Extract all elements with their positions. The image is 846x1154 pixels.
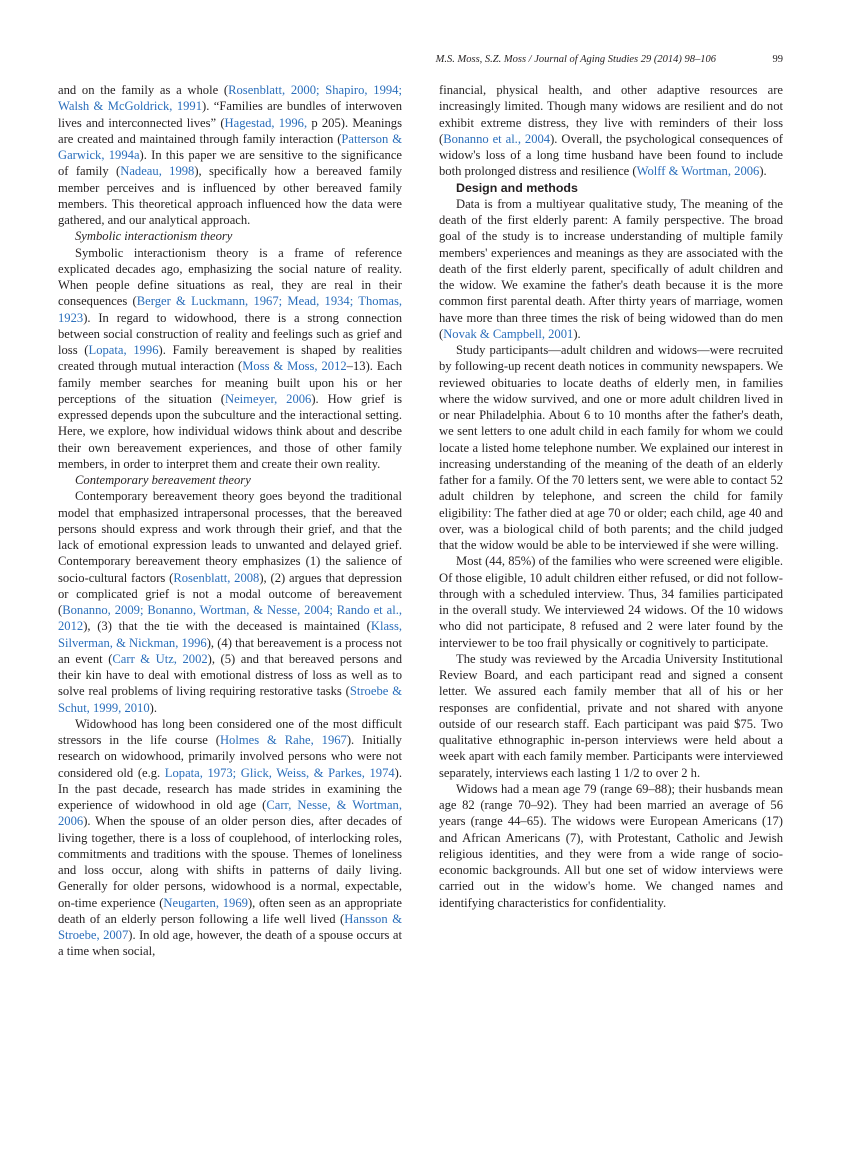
citation-link[interactable]: Patterson & Garwick, 1994a <box>58 131 402 162</box>
subheading-contemporary-bereavement: Contemporary bereavement theory <box>75 473 251 487</box>
citation-link[interactable]: Bonanno, 2009; Bonanno, Wortman, & Nesse, 2004; Rando et al., 2012 <box>58 603 402 634</box>
citation-link[interactable]: Bonanno et al., 2004 <box>443 131 551 146</box>
citation-link[interactable]: Lopata, 1996 <box>88 343 159 357</box>
journal-reference: M.S. Moss, S.Z. Moss / Journal of Aging Studies 29 (2014) 98–106 <box>435 54 716 65</box>
paragraph-ethics-review: The study was reviewed by the Arcadia University Institutional Review Board, and each participant read and signed a consent letter. We assured each family member that all of his or her responses are confidential, private and not shared with anyone outside of our research staff. Each participant was paid $75. Two qualitative ethnographic in-person interviews were held about a week apart with each family member. Participants were interviewed separately, interviews each lasting 1 1/2 to over 2 h. <box>439 651 783 780</box>
running-header <box>0 54 846 70</box>
citation-link[interactable]: Rosenblatt, 2000; Shapiro, 1994; Walsh & McGoldrick, 1991 <box>58 83 402 114</box>
citation-link[interactable]: Carr, Nesse, & Wortman, 2006 <box>58 798 402 829</box>
citation-link[interactable]: Neugarten, 1969 <box>163 895 248 910</box>
page-number: 99 <box>772 54 783 65</box>
citation-link[interactable]: Holmes & Rahe, 1967 <box>219 733 347 747</box>
citation-link[interactable]: Lopata, 1973; Glick, Weiss, & Parkes, 1974 <box>164 765 395 780</box>
paragraph-demographics: Widows had a mean age 79 (range 69–88); their husbands mean age 82 (range 70–92). They had been married an average of 56 years (range 44–65). The widows were European Americans (17) and African Americans (7), with Protestant, Catholic and Jewish religious identities, and they were from a wide range of socio-economic backgrounds. All but one set of widow interviews were carried out in the widow's home. We changed names and identifying characteristics for confidentiality. <box>439 781 783 910</box>
citation-link[interactable]: Novak & Campbell, 2001 <box>443 326 574 341</box>
right-column <box>439 82 783 911</box>
citation-link[interactable]: Nadeau, 1998 <box>120 164 195 179</box>
paragraph-study-participants: Study participants—adult children and widows—were recruited by following-up recent death notices in community newspapers. We reviewed obituaries to locate deaths of elderly men, in families where the widow survived, and one or more adult children lived in or near Philadelphia. About 6 to 10 months after the father's death, we sent letters to one adult child in each family for whom we could locate a listed home telephone number. We explained our interest in increasing understanding of the meaning of the death of an elderly father for a family. Of the 70 letters sent, we were able to contact 52 adult children by telephone, and screen the child for family eligibility: The father died at age 70 or older; each child, age 40 and over, was a biological child of both parents; and the child judged that the widow would be able to be interviewed if she were willing. <box>439 343 783 552</box>
citation-link[interactable]: Stroebe & Schut, 1999, 2010 <box>58 684 402 715</box>
citation-link[interactable]: Hansson & Stroebe, 2007 <box>58 911 403 942</box>
citation-link[interactable]: Carr & Utz, 2002 <box>112 651 208 666</box>
paragraph-widowhood: Widowhood has long been considered one of the most difficult stressors in the life course (Holmes & Rahe, 1967). Initially research on widowhood, primarily involved persons who were not considered old (e.g. Lopata, 1973; Glick, Weiss, & Parkes, 1974). In the past decade, research has made strides in examining the experience of widowhood in old age (Carr, Nesse, & Wortman, 2006). When the spouse of an older person dies, after decades of living together, there is a loss of couplehood, of interlocking roles, commitments and traditions with the spouse. Themes of loneliness and loss occur, along with shifts in patterns of daily living. Generally for older persons, widowhood is a normal, expectable, on-time experience (Neugarten, 1969), often seen as an appropriate death of an elderly person following a life well lived (Hansson & Stroebe, 2007). In old age, however, the death of a spouse occurs at a time when social, <box>58 716 403 959</box>
citation-link[interactable]: Neimeyer, 2006 <box>225 391 312 406</box>
citation-link[interactable]: Berger & Luckmann, 1967; Mead, 1934; Thomas, 1923 <box>58 294 403 325</box>
citation-link[interactable]: Wolff & Wortman, 2006 <box>636 164 760 179</box>
paragraph-family-context: and on the family as a whole (Rosenblatt, 2000; Shapiro, 1994; Walsh & McGoldrick, 1991). “Families are bundles of interwoven lives and interconnected lives” (Hagestad, 1996, p 205). Meanings are created and maintained through family interaction (Patterson & Garwick, 1994a). In this paper we are sensitive to the significance of family (Nadeau, 1998), specifically how a bereaved family member perceives and is influenced by other bereaved family members. This theoretical approach influenced how the data were gathered, and our analytical approach. <box>58 83 403 227</box>
paragraph-symbolic-interactionism: Symbolic interactionism theory is a frame of reference explicated decades ago, emphasizing the social nature of reality. When people define situations as real, they are real in their consequences (Berger & Luckmann, 1967; Mead, 1934; Thomas, 1923). In regard to widowhood, there is a strong connection between social construction of reality and feelings such as grief and loss (Lopata, 1996). Family bereavement is shaped by realities created through mutual interaction (Moss & Moss, 2012–13). Each family member searches for meaning built upon his or her perceptions of the situation (Neimeyer, 2006). How grief is expressed depends upon the subculture and the interactional setting. Here, we explore, how individual widows think about and describe their own bereavement experiences, and those of other family members, in order to interpret them and create their own reality. <box>58 245 403 471</box>
citation-link[interactable]: Hagestad, 1996, <box>224 115 308 130</box>
section-heading-design-methods: Design and methods <box>456 180 578 195</box>
left-column <box>58 82 402 960</box>
citation-link[interactable]: Rosenblatt, 2008 <box>173 570 260 585</box>
paragraph-contemporary-bereavement: Contemporary bereavement theory goes beyond the traditional model that emphasized intrapersonal processes, that the bereaved persons should express and work through their grief, and that the lack of emotional expression leads to unwanted and delayed grief. Contemporary bereavement theory emphasizes (1) the salience of socio-cultural factors (Rosenblatt, 2008), (2) argues that depression or complicated grief is not a modal outcome of bereavement (Bonanno, 2009; Bonanno, Wortman, & Nesse, 2004; Rando et al., 2012), (3) that the tie with the deceased is maintained (Klass, Silverman, & Nickman, 1996), (4) that bereavement is a process not an event (Carr & Utz, 2002), (5) and that bereaved persons and their kin have to deal with emotional distress of loss as well as to solve real problems of living requiring restorative tasks (Stroebe & Schut, 1999, 2010). <box>58 489 403 715</box>
paragraph-study-data: Data is from a multiyear qualitative study, The meaning of the death of the first elderly parent: A family perspective. The broad goal of the study is to increase understanding of multiple family members' experiences and meanings as they are associated with the death of the first elderly parent, specifically of adult children and the widow. We examine the father's death because it is the more common first parental death. After thirty years of marriage, women have more than three times the risk of being widowed than do men (Novak & Campbell, 2001). <box>439 196 783 341</box>
paragraph-eligibility: Most (44, 85%) of the families who were screened were eligible. Of those eligible, 10 adult children either refused, or did not follow-through with a scheduled interview. Thus, 34 families participated in the overall study. We interviewed 24 widows. Of the 10 widows who did not participate, 8 refused and 2 were later found by the interviewer to be too frail physically or cognitively to participate. <box>439 554 783 650</box>
subheading-symbolic-interactionism: Symbolic interactionism theory <box>75 229 233 244</box>
citation-link[interactable]: Klass, Silverman, & Nickman, 1996 <box>58 619 402 650</box>
citation-link[interactable]: Moss & Moss, 2012 <box>242 359 347 374</box>
paragraph-widow-resources: financial, physical health, and other adaptive resources are increasingly limited. Though many widows are resilient and do not exhibit extreme distress, they live with reminders of their loss (Bonanno et al., 2004). Overall, the psychological consequences of widow's loss of a long time husband have been found to include both prolonged distress and resilience (Wolff & Wortman, 2006). <box>439 83 783 179</box>
